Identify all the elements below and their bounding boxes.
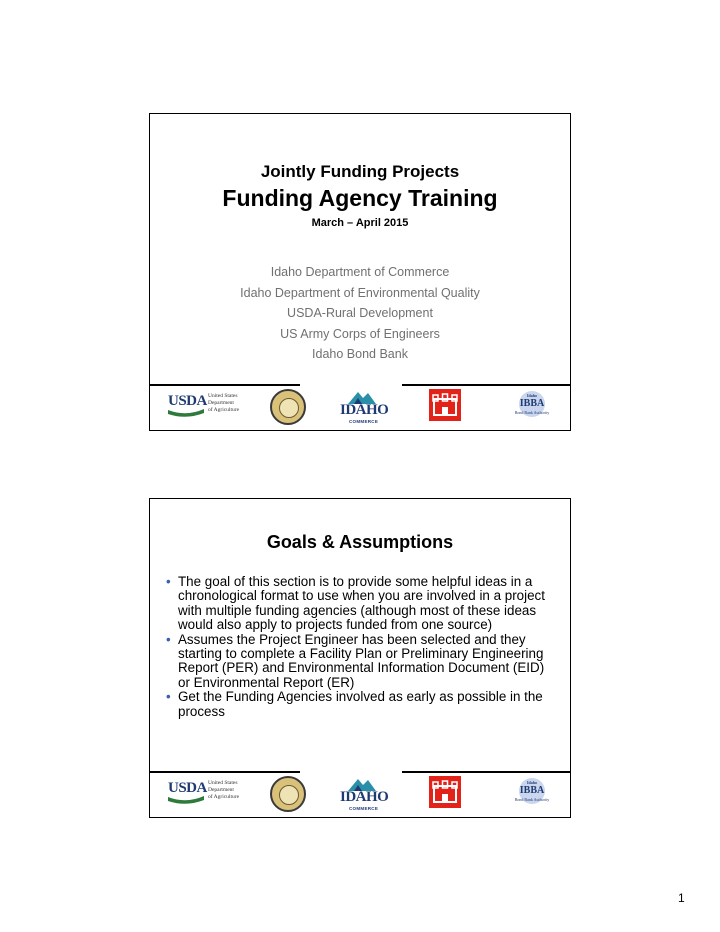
ibba-logo: Idaho IBBA Bond Bank Authority — [514, 780, 550, 802]
usda-logo: USDA United States Department of Agriculture — [168, 780, 248, 806]
idaho-commerce-logo: IDAHO COMMERCE — [336, 390, 392, 426]
list-item: • Get the Funding Agencies involved as early as possible in the process — [166, 689, 543, 719]
agency-item: US Army Corps of Engineers — [280, 326, 440, 341]
list-item: • Assumes the Project Engineer has been selected and they starting to complete a Facility Plan or Preliminary Engineering Report (PER) and Environmental Information Document (EID) or Environmental Report (ER) — [166, 631, 545, 690]
agency-item: Idaho Department of Commerce — [270, 265, 450, 279]
agency-item: USDA-Rural Development — [287, 306, 433, 320]
idaho-deq-seal-icon — [270, 389, 306, 425]
agency-item: Idaho Bond Bank — [312, 347, 408, 361]
bullet-icon: • — [166, 631, 171, 647]
usda-swoosh-icon — [168, 408, 204, 418]
agency-item: Idaho Department of Environmental Quality — [240, 285, 480, 300]
goals-slide — [149, 498, 571, 818]
army-corps-castle-icon — [429, 776, 461, 808]
bullet-icon: • — [166, 574, 171, 589]
usda-swoosh-icon — [168, 795, 204, 805]
bullet-list — [164, 575, 554, 719]
usda-logo: USDA United States Department of Agriculture — [168, 393, 248, 419]
slide-title: Goals & Assumptions — [266, 532, 454, 552]
bullet-icon: • — [166, 689, 171, 705]
army-corps-castle-icon — [429, 389, 461, 421]
logo-bar — [150, 771, 570, 817]
slide-date: March – April 2015 — [311, 217, 409, 229]
slide-title: Funding Agency Training — [222, 185, 498, 211]
list-item: • The goal of this section is to provide some helpful ideas in a chronological format to use when you are involved in a project with multiple funding agencies (although most of these ideas would also apply to projects funded from one source) — [166, 574, 545, 633]
logo-bar — [150, 384, 570, 430]
agency-list — [150, 262, 570, 365]
title-slide — [149, 113, 571, 431]
slide-subtitle: Jointly Funding Projects — [260, 162, 460, 181]
idaho-deq-seal-icon — [270, 776, 306, 812]
ibba-logo: Idaho IBBA Bond Bank Authority — [514, 393, 550, 415]
idaho-commerce-logo: IDAHO COMMERCE — [336, 777, 392, 813]
page-number: 1 — [678, 891, 685, 905]
